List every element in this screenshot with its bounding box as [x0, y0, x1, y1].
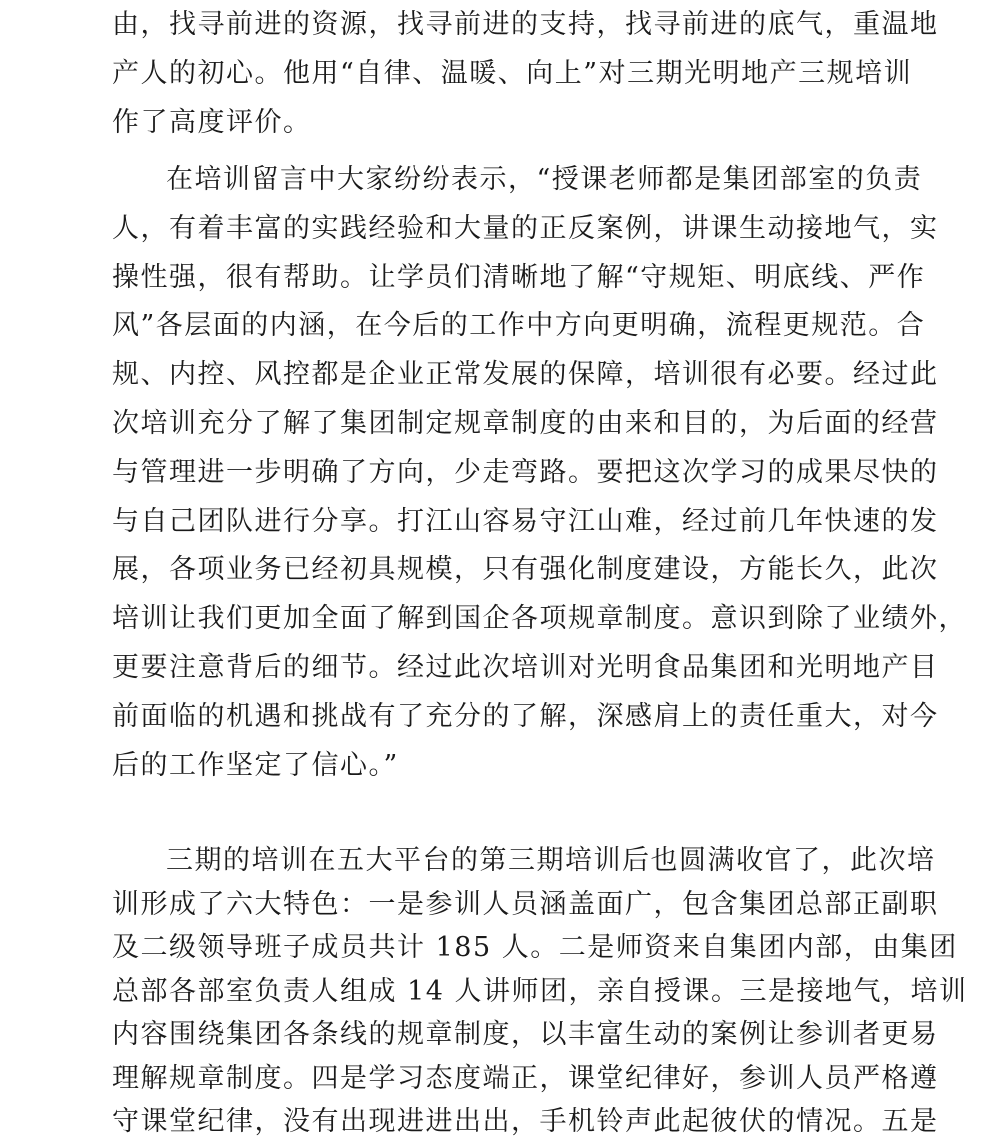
text-line: 内容围绕集团各条线的规章制度，以丰富生动的案例让参训者更易	[112, 1019, 939, 1050]
text-line: 操性强，很有帮助。让学员们清晰地了解“守规矩、明底线、严作	[112, 261, 926, 293]
text-line: 作了高度评价。	[112, 107, 312, 138]
text-line: 与管理进一步明确了方向，少走弯路。要把这次学习的成果尽快的	[112, 456, 939, 488]
text-line: 三期的培训在五大平台的第三期培训后也圆满收官了，此次培	[166, 845, 936, 876]
text-line: 与自己团队进行分享。打江山容易守江山难，经过前几年快速的发	[112, 505, 939, 537]
text-line: 及二级领导班子成员共计 185 人。二是师资来自集团内部，由集团	[112, 932, 958, 963]
paragraph-1	[112, 0, 939, 147]
text-line: 前面临的机遇和挑战有了充分的了解，深感肩上的责任重大，对今	[112, 700, 939, 732]
text-line: 更要注意背后的细节。经过此次培训对光明食品集团和光明地产目	[112, 651, 939, 683]
text-line: 后的工作坚定了信心。”	[112, 749, 399, 781]
text-line: 规、内控、风控都是企业正常发展的保障，培训很有必要。经过此	[112, 359, 939, 391]
paragraph-2	[112, 156, 967, 790]
text-line: 训形成了六大特色：一是参训人员涵盖面广，包含集团总部正副职	[112, 888, 939, 920]
text-line: 由，找寻前进的资源，找寻前进的支持，找寻前进的底气，重温地	[112, 9, 939, 40]
text-line: 次培训充分了解了集团制定规章制度的由来和目的，为后面的经营	[112, 407, 939, 439]
text-line: 守课堂纪律，没有出现进进出出，手机铃声此起彼伏的情况。五是	[112, 1106, 939, 1137]
text-line: 培训让我们更加全面了解到国企各项规章制度。意识到除了业绩外，	[112, 603, 967, 635]
text-line: 产人的初心。他用“自律、温暖、向上”对三期光明地产三规培训	[112, 58, 913, 89]
text-line: 展，各项业务已经初具规模，只有强化制度建设，方能长久，此次	[112, 554, 939, 586]
text-line: 风”各层面的内涵，在今后的工作中方向更明确，流程更规范。合	[112, 310, 926, 342]
text-line: 在培训留言中大家纷纷表示，“授课老师都是集团部室的负责	[166, 164, 923, 195]
paragraph-3	[112, 839, 968, 1144]
text-line: 总部各部室负责人组成 14 人讲师团，亲自授课。三是接地气，培训	[112, 975, 968, 1007]
text-line: 理解规章制度。四是学习态度端正，课堂纪律好，参训人员严格遵	[112, 1062, 939, 1094]
text-line: 人，有着丰富的实践经验和大量的正反案例，讲课生动接地气，实	[112, 212, 939, 244]
